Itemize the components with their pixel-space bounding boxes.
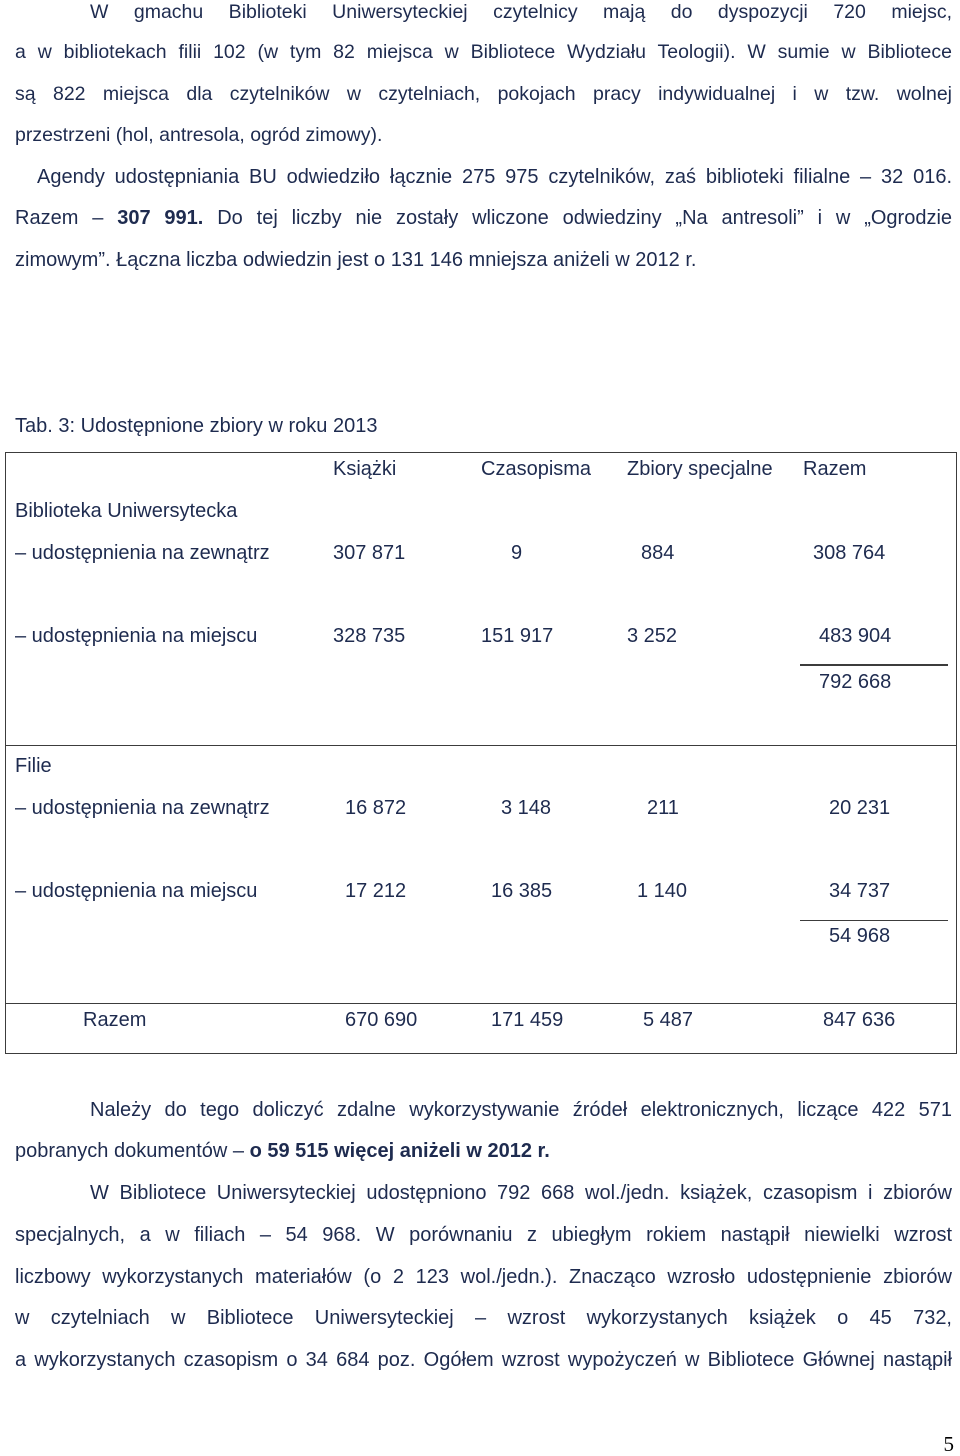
cell-books: 307 871 xyxy=(333,542,406,564)
visits-note: Do tej liczby nie zostały wliczone odwiedziny „Na antresoli” i w „Ogrodzie xyxy=(217,207,953,229)
cell-total: 308 764 xyxy=(813,542,886,564)
cell-total: 34 737 xyxy=(829,880,891,902)
cell-special: 1 140 xyxy=(637,880,688,902)
table-divider-filie xyxy=(5,745,957,746)
column-header-books: Książki xyxy=(333,458,397,480)
visits-total-label: Razem xyxy=(15,207,79,229)
seats-line-3: są 822 miejsca dla czytelników w czytelniach, pokojach pracy indywidualnej i w tzw. wolnej xyxy=(15,83,952,105)
subtotal-underline-bu xyxy=(800,664,948,666)
seats-line-2: a w bibliotekach filii 102 (w tym 82 miejsca w Bibliotece Wydziału Teologii). W sumie w Bibliotece xyxy=(15,41,952,63)
visits-line-2 xyxy=(15,206,952,230)
cell-periodicals: 3 148 xyxy=(501,797,552,819)
total-periodicals: 171 459 xyxy=(491,1009,564,1031)
cell-books: 17 212 xyxy=(345,880,407,902)
cell-special: 211 xyxy=(647,797,679,819)
visits-total-value: 307 991. xyxy=(117,207,204,229)
cell-periodicals: 16 385 xyxy=(491,880,553,902)
total-books: 670 690 xyxy=(345,1009,418,1031)
table-caption: Tab. 3: Udostępnione zbiory w roku 2013 xyxy=(15,415,378,437)
total-row-label: Razem xyxy=(83,1009,147,1031)
electronic-line-2 xyxy=(15,1139,550,1163)
subtotal-underline-filie xyxy=(800,920,948,921)
cell-special: 3 252 xyxy=(627,625,678,647)
column-header-total: Razem xyxy=(803,458,867,480)
row-label: – udostępnienia na miejscu xyxy=(15,625,258,647)
row-label: – udostępnienia na zewnątrz xyxy=(15,797,270,819)
column-header-periodicals: Czasopisma xyxy=(481,458,592,480)
cell-books: 328 735 xyxy=(333,625,406,647)
group-label-filie: Filie xyxy=(15,755,52,777)
usage-line-1: W Bibliotece Uniwersyteckiej udostępniono 792 668 wol./jedn. książek, czasopism i zbiorów xyxy=(90,1182,952,1204)
cell-special: 884 xyxy=(641,542,675,564)
usage-line-2: specjalnych, a w filiach – 54 968. W porównaniu z ubiegłym rokiem nastąpił niewielki wzrost xyxy=(15,1224,952,1246)
cell-total: 20 231 xyxy=(829,797,891,819)
visits-line-1: Agendy udostępniania BU odwiedziło łącznie 275 975 czytelników, zaś biblioteki filialne – 32 016. xyxy=(37,166,952,188)
subtotal-bu: 792 668 xyxy=(819,671,892,693)
column-header-special: Zbiory specjalne xyxy=(627,458,773,480)
group-label-bu: Biblioteka Uniwersytecka xyxy=(15,500,238,522)
total-grand: 847 636 xyxy=(823,1009,896,1031)
usage-line-5: a wykorzystanych czasopism o 34 684 poz. Ogółem wzrost wypożyczeń w Bibliotece Głównej nastąpił xyxy=(15,1349,952,1371)
cell-periodicals: 151 917 xyxy=(481,625,554,647)
electronic-increase: o 59 515 więcej aniżeli w 2012 r. xyxy=(249,1140,550,1162)
electronic-docs-text: pobranych dokumentów – xyxy=(15,1140,245,1162)
table-divider-total xyxy=(5,1003,957,1004)
usage-line-3: liczbowy wykorzystanych materiałów (o 2 123 wol./jedn.). Znacząco wzrosło udostępnienie zbiorów xyxy=(15,1266,952,1288)
visits-dash: – xyxy=(92,207,104,229)
cell-books: 16 872 xyxy=(345,797,407,819)
seats-line-1: W gmachu Biblioteki Uniwersyteckiej czytelnicy mają do dyspozycji 720 miejsc, xyxy=(90,1,952,23)
seats-line-4: przestrzeni (hol, antresola, ogród zimowy). xyxy=(15,124,383,146)
visits-line-3: zimowym”. Łączna liczba odwiedzin jest o 131 146 mniejsza aniżeli w 2012 r. xyxy=(15,249,697,271)
cell-total: 483 904 xyxy=(819,625,892,647)
cell-periodicals: 9 xyxy=(511,542,523,564)
row-label: – udostępnienia na zewnątrz xyxy=(15,542,270,564)
row-label: – udostępnienia na miejscu xyxy=(15,880,258,902)
subtotal-filie: 54 968 xyxy=(829,925,891,947)
electronic-line-1: Należy do tego doliczyć zdalne wykorzystywanie źródeł elektronicznych, liczące 422 571 xyxy=(90,1099,952,1121)
total-special: 5 487 xyxy=(643,1009,694,1031)
usage-line-4: w czytelniach w Bibliotece Uniwersyteckiej – wzrost wykorzystanych książek o 45 732, xyxy=(15,1307,952,1329)
page-number: 5 xyxy=(943,1432,954,1456)
